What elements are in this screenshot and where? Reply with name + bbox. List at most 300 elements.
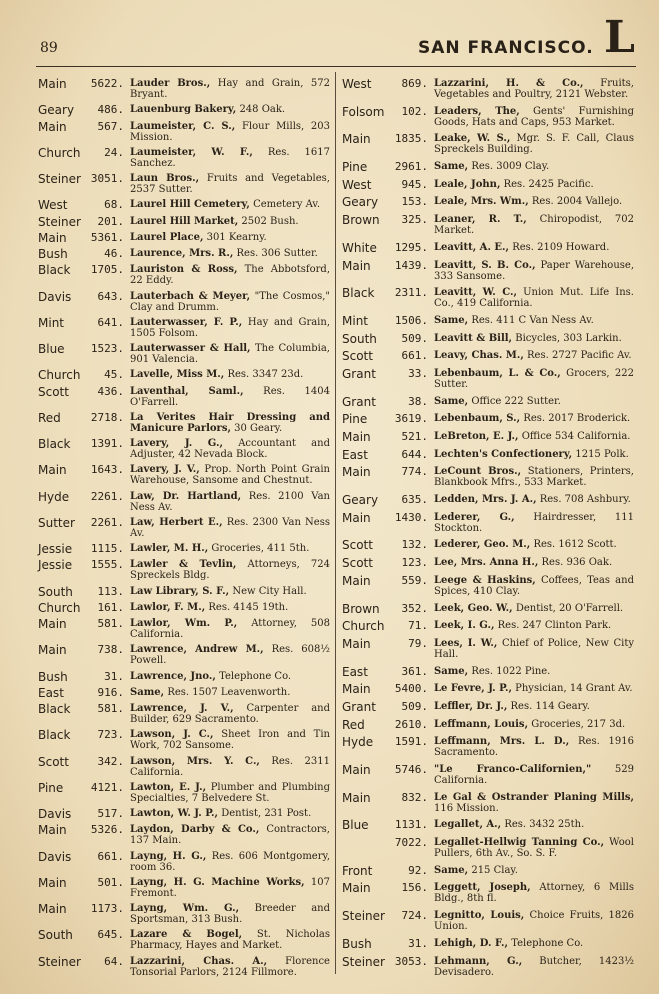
exchange-name: Church [38,368,81,383]
directory-entry [342,603,634,615]
listing-name: Same, [130,686,165,698]
listing-details: Res. 2017 Broderick. [523,413,631,425]
exchange-name: Scott [38,754,69,769]
listing-name: Same, [434,665,469,677]
exchange-name: Main [342,132,371,147]
phone-number: 486. [97,103,124,117]
directory-entry [38,586,330,598]
exchange-name: White [342,240,377,255]
listing-text [130,671,330,682]
listing-details: Res. 2100 Van Ness Av. [130,490,330,513]
listing-name: Lawrence, J. V., [130,703,234,714]
phone-number: 1705. [90,263,124,277]
listing-details: Office 222 Sutter. [471,395,561,407]
listing-details: Plumber and Plumbing Specialties, 7 Belvedere St. [130,781,330,804]
listing-text [130,343,330,365]
phone-number: 581. [97,702,124,715]
phone-number: 832. [401,790,428,804]
phone-number: 24. [104,145,124,159]
listing-details: Attorney, 508 California. [130,618,330,640]
listing-details: Accountant and Adjuster, 42 Nevada Block. [130,438,330,460]
listing-name: Lauterwasser & Hall, [130,343,251,354]
listing-text [130,78,330,100]
listing-text [434,512,634,534]
listing-text [434,882,634,904]
listing-name: Lechten's Confectionery, [434,448,573,460]
phone-number: 774. [401,465,428,479]
listing-details: Butcher, 1423½ Devisadero. [434,955,634,978]
directory-entry [342,736,634,758]
exchange-name: Front [342,863,373,878]
listing-name: Le Fevre, J. P., [434,683,512,695]
phone-number: 31. [408,936,428,950]
phone-number: 5361. [90,230,124,244]
listing-text [130,199,330,210]
directory-entry [38,104,330,116]
listing-text [130,438,330,460]
phone-number: 644. [401,447,428,461]
phone-number: 201. [97,214,124,228]
listing-text [434,539,634,550]
listing-name: Laumeister, W. F., [130,146,253,158]
directory-entry [38,602,330,614]
exchange-name: Scott [342,349,373,364]
listing-text [130,412,330,434]
exchange-name: Pine [38,780,64,795]
listing-name: Laurel Hill Market, [130,215,239,227]
listing-text [130,369,330,380]
phone-number: 1115. [90,542,124,555]
listing-text [130,317,330,339]
listing-details: 529 California. [434,764,634,786]
directory-entry [342,910,634,932]
directory-entry [342,938,634,950]
listing-name: Lazare & Bogel, [130,929,243,941]
listing-details: Res. 411 C Van Ness Av. [471,314,594,326]
phone-number: 2718. [90,410,124,424]
listing-name: Leffler, Dr. J., [434,700,508,712]
listing-name: Legallet, A., [434,819,502,831]
listing-details: Hay and Grain, 572 Bryant. [130,78,331,100]
listing-text [434,666,634,677]
exchange-name: Main [342,636,371,651]
exchange-name: Brown [342,601,380,616]
phone-number: 501. [97,875,124,889]
directory-entry [342,78,634,100]
directory-entry [342,837,634,859]
listing-name: Laurel Hill Cemetery, [130,199,250,211]
listing-name: Ledden, Mrs. J. A., [434,494,537,506]
listing-text [130,464,330,486]
exchange-name: Main [38,617,67,631]
directory-entry [342,287,634,309]
listing-text [434,196,634,207]
exchange-name: Main [342,510,371,525]
listing-text [434,161,634,172]
directory-entry [38,173,330,195]
exchange-name: Main [38,119,67,134]
directory-entry [342,196,634,208]
listing-details: St. Nicholas Pharmacy, Hayes and Market. [130,929,330,952]
listing-details: 215 Clay. [471,864,518,876]
listing-details: Res. 1617 Sanchez. [130,146,330,169]
exchange-name: Main [342,430,371,444]
directory-entry [342,956,634,978]
running-title: SAN FRANCISCO. [418,38,594,58]
exchange-name: Steiner [342,909,385,924]
listing-name: Law, Dr. Hartland, [130,490,242,502]
directory-entry [342,242,634,254]
phone-number: 132. [401,538,428,552]
directory-entry [38,559,330,581]
listing-name: Leake, W. S., [434,133,511,145]
listing-text [130,644,330,666]
listing-details: 2502 Bush. [241,215,299,227]
listing-text [130,517,330,539]
listing-details: Attorneys, 724 Spreckels Bldg. [130,559,331,582]
directory-entry [342,333,634,345]
exchange-name: Main [38,823,67,838]
listing-details: 301 Kearny. [206,231,267,243]
phone-number: 641. [97,315,124,329]
exchange-name: Church [38,600,81,615]
listing-text [130,929,330,951]
phone-number: 5326. [90,823,124,837]
phone-number: 4121. [90,780,124,794]
exchange-name: Main [38,902,67,916]
listing-details: Res. 2727 Pacific Av. [527,350,632,362]
listing-name: Lauriston & Ross, [130,264,238,276]
exchange-name: Black [38,728,71,743]
phone-number: 945. [401,177,428,191]
phone-number: 71. [408,619,428,633]
exchange-name: Church [342,619,385,634]
listing-name: Laventhal, Saml., [130,385,244,397]
listing-text [130,147,330,169]
listing-text [130,687,330,698]
exchange-name: Black [342,286,375,301]
exchange-name: Main [38,77,67,91]
listing-name: Lauterbach & Meyer, [130,290,251,302]
listing-text [434,557,634,568]
column-divider [335,72,336,974]
exchange-name: Main [342,465,371,480]
listing-details: Res. 114 Geary. [510,700,590,712]
directory-entry [38,491,330,513]
exchange-name: Folsom [342,104,385,119]
listing-details: Res. 247 Clinton Park. [497,620,612,632]
listing-details: Cemetery Av. [253,199,321,211]
exchange-name: Scott [342,556,373,571]
directory-entry [38,369,330,381]
phone-number: 1643. [90,463,124,477]
directory-entry [342,260,634,282]
listing-text [434,106,634,128]
directory-entry [342,620,634,632]
listing-name: Leale, Mrs. Wm., [434,196,529,208]
page-number: 89 [40,40,58,56]
listing-text [434,938,634,949]
listing-name: Leavitt, W. C., [434,287,517,299]
listing-name: Lawlor, F. M., [130,601,206,613]
listing-details: Paper Warehouse, 333 Sansome. [434,259,634,282]
listing-text [434,620,634,631]
phone-number: 342. [97,754,124,768]
directory-entry [342,719,634,731]
directory-entry [38,671,330,683]
exchange-name: South [38,928,73,943]
listing-details: Hay and Grain, 1505 Folsom. [130,316,330,339]
listing-text [130,291,330,313]
phone-number: 92. [408,863,428,877]
phone-number: 79. [408,636,428,650]
listing-details: Res. 1916 Sacramento. [434,736,634,759]
exchange-name: Main [38,643,67,658]
listing-text [434,494,634,505]
directory-entry [342,683,634,695]
phone-number: 156. [401,881,428,895]
listing-details: "The Cosmos," Clay and Drumm. [130,290,331,313]
phone-number: 5400. [394,682,428,696]
listing-details: Flour Mills, 203 Mission. [130,120,331,143]
listing-details: Attorney, 6 Mills Bldg., 8th fl. [434,882,634,905]
directory-entry [38,264,330,286]
directory-entry [38,291,330,313]
directory-entry [38,121,330,143]
listing-details: Fruits, Vegetables and Poultry, 2121 Webster. [434,78,634,100]
phone-number: 33. [408,366,428,380]
listing-details: Groceries, 411 5th. [211,543,310,554]
directory-entry [38,412,330,434]
listing-name: Lazzarini, Chas. A., [130,955,268,967]
phone-number: 2961. [394,160,428,174]
listing-text [434,333,634,344]
phone-number: 1430. [394,510,428,524]
listing-name: La Verites Hair Dressing and Manicure Parlors, [130,411,330,434]
phone-number: 5746. [394,763,428,776]
phone-number: 45. [104,368,124,382]
right-column [342,78,634,978]
listing-name: Leek, Geo. W., [434,602,513,614]
listing-name: Leggett, Joseph, [434,882,531,894]
listing-details: Mgr. S. F. Call, Claus Spreckels Building. [434,133,634,156]
listing-text [434,575,634,597]
listing-details: Res. 1404 O'Farrell. [130,385,330,408]
listing-name: Lee, Mrs. Anna H., [434,557,539,569]
phone-number: 46. [104,247,124,260]
directory-entry [342,638,634,660]
listing-name: Lauder Bros., [130,78,211,89]
listing-text [434,396,634,407]
exchange-name: Church [38,145,81,160]
phone-number: 38. [408,394,428,408]
header-rule [36,66,636,67]
listing-text [434,819,634,830]
listing-name: Leaders, The, [434,105,520,117]
listing-name: Same, [434,395,469,407]
phone-number: 153. [401,195,428,209]
listing-text [130,491,330,513]
listing-text [434,242,634,253]
listing-text [130,824,330,846]
directory-entry [342,413,634,425]
phone-number: 1523. [90,342,124,355]
listing-details: Hairdresser, 111 Stockton. [434,511,634,534]
listing-name: Laydon, Darby & Co., [130,824,260,836]
exchange-name: Mint [38,315,64,330]
phone-number: 643. [97,289,124,303]
directory-entry [342,539,634,551]
listing-text [130,703,330,725]
listing-name: Lawson, J. C., [130,729,214,741]
directory-entry [342,368,634,390]
listing-name: "Le Franco-Californien," [434,764,592,775]
phone-number: 645. [97,928,124,942]
directory-entry [342,701,634,713]
listing-name: LeBreton, E. J., [434,431,519,442]
listing-name: Laurel Place, [130,231,204,243]
listing-name: Lehigh, D. F., [434,937,509,949]
listing-text [434,368,634,390]
exchange-name: Davis [38,849,72,864]
listing-name: Lavery, J. G., [130,438,223,449]
phone-number: 5622. [90,77,124,90]
directory-entry [38,756,330,778]
listing-details: Contractors, 137 Main. [130,824,330,847]
listing-name: Leavy, Chas. M., [434,350,524,362]
listing-text [434,78,634,100]
directory-entry [38,248,330,260]
listing-name: Lazzarini, H. & Co., [434,78,584,89]
listing-details: Res. 1022 Pine. [471,665,551,677]
phone-number: 68. [104,198,124,212]
listing-details: Res. 4145 19th. [208,601,289,613]
listing-text [130,808,330,819]
exchange-name: Main [342,790,371,805]
left-column [38,78,330,978]
phone-number: 1835. [394,132,428,146]
listing-name: Legallet-Hellwig Tanning Co., [434,837,605,849]
exchange-name: Grant [342,394,376,409]
listing-name: Leavitt, S. B. Co., [434,259,536,271]
listing-name: Lawrence, Andrew M., [130,644,264,656]
directory-entry [38,543,330,555]
phone-number: 2311. [394,286,428,300]
listing-name: Lawson, Mrs. Y. C., [130,755,260,767]
exchange-name: West [342,77,372,91]
listing-name: Laumeister, C. S., [130,120,236,132]
listing-text [130,782,330,804]
listing-details: Res. 2425 Pacific. [503,178,594,190]
listing-details: Res. 936 Oak. [541,557,613,569]
phone-number: 1591. [394,735,428,749]
listing-details: Bicycles, 303 Larkin. [515,332,622,344]
directory-entry [38,824,330,846]
listing-details: Fruits and Vegetables, 2537 Sutter. [130,173,330,195]
directory-entry [38,517,330,539]
listing-details: Choice Fruits, 1826 Union. [434,910,634,933]
listing-name: Lehmann, G., [434,955,523,967]
listing-name: Lawton, E. J., [130,781,207,793]
listing-text [130,173,330,195]
exchange-name: Pine [342,412,368,427]
section-letter: L [604,12,635,63]
exchange-name: East [342,447,368,462]
listing-text [434,179,634,190]
listing-details: Office 534 California. [521,431,631,442]
phone-number: 567. [97,119,124,133]
listing-text [434,413,634,424]
listing-text [434,683,634,694]
listing-name: Same, [434,864,469,876]
directory-entry [38,956,330,978]
phone-number: 436. [97,384,124,398]
listing-name: Leale, John, [434,178,501,190]
listing-text [130,248,330,259]
listing-text [434,792,634,814]
directory-entry [342,512,634,534]
phone-number: 1295. [394,240,428,254]
listing-details: The Columbia, 901 Valencia. [130,343,330,365]
listing-text [434,701,634,712]
listing-details: Res. 3009 Clay. [471,161,550,173]
exchange-name: East [342,664,368,679]
listing-details: Res. 3347 23d. [227,369,304,381]
listing-text [434,837,634,859]
listing-details: Breeder and Sportsman, 313 Bush. [130,903,331,925]
listing-text [434,603,634,614]
listing-name: Leavitt & Bill, [434,332,513,344]
directory-entry [38,808,330,820]
listing-details: 1215 Polk. [575,448,629,460]
listing-name: Lebenbaum, S., [434,413,521,425]
listing-text [130,729,330,751]
listing-text [434,214,634,236]
listing-details: Prop. North Point Grain Warehouse, Sansome and Chestnut. [130,464,330,487]
listing-details: Wool Pullers, 6th Av., So. S. F. [434,837,634,860]
directory-entry [342,179,634,191]
exchange-name: Main [342,573,371,588]
exchange-name: East [38,685,64,700]
listing-details: 248 Oak. [239,104,286,116]
phone-number: 635. [401,493,428,507]
listing-text [130,386,330,408]
phone-number: 2261. [90,515,124,529]
exchange-name: Bush [38,247,68,261]
listing-name: Lederer, G., [434,511,515,523]
exchange-name: Blue [38,342,65,356]
listing-name: Leege & Haskins, [434,574,536,586]
exchange-name: Geary [38,103,75,118]
exchange-name: Main [342,763,371,777]
exchange-name: Black [38,437,71,451]
directory-entry [38,343,330,365]
phone-number: 1131. [394,818,428,832]
listing-details: Res. 2109 Howard. [512,241,610,253]
exchange-name: Steiner [342,954,385,969]
listing-details: Grocers, 222 Sutter. [434,367,635,390]
listing-text [434,431,634,442]
listing-text [434,350,634,361]
phone-number: 325. [401,213,428,227]
directory-entry [38,78,330,100]
exchange-name: Main [38,463,67,478]
listing-text [130,602,330,613]
phone-number: 3051. [90,172,124,185]
listing-name: Law, Herbert E., [130,516,223,528]
phone-number: 1506. [394,313,428,327]
listing-details: Florence Tonsorial Parlors, 2124 Fillmore. [130,955,330,978]
